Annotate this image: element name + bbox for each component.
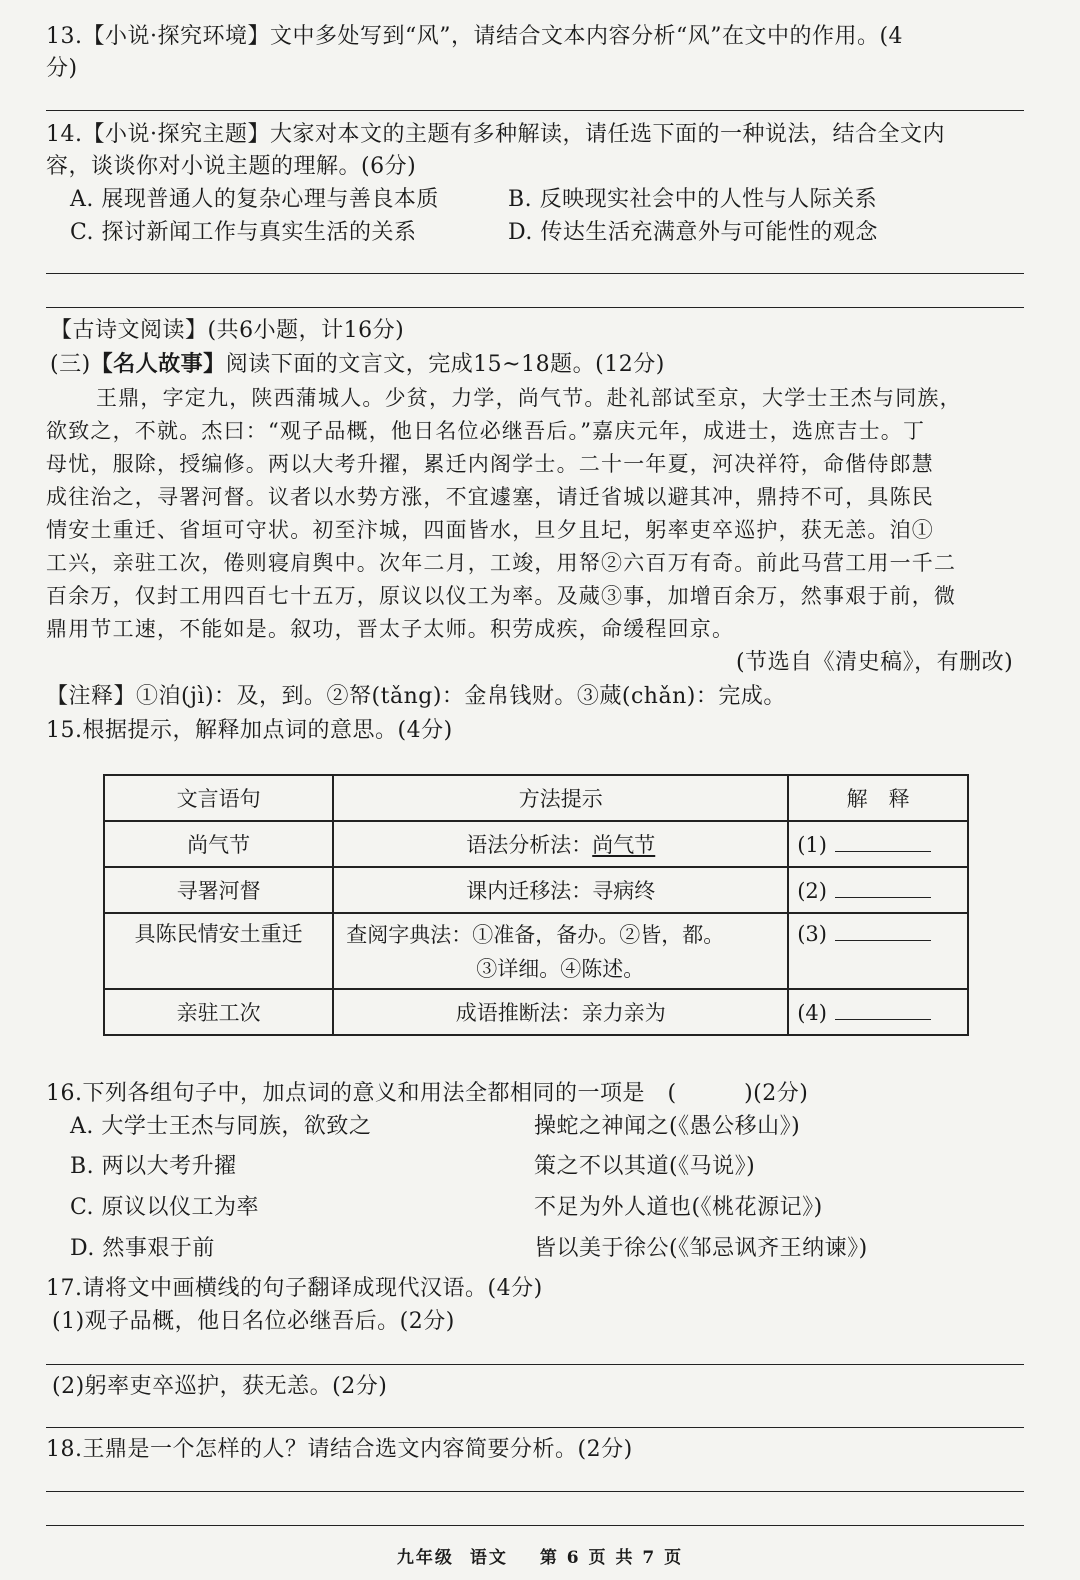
- answer-line: [46, 1525, 1024, 1526]
- passage-line: 工兴，亲驻工次，倦则寝肩舆中。次年二月，工竣，用帑②六百万有奇。前此马营工用一千二: [46, 551, 957, 575]
- table-header-row: [104, 775, 968, 821]
- answer-blank[interactable]: [835, 831, 931, 852]
- answer-line: [46, 1427, 1024, 1428]
- row-hint: 成语推断法：亲力亲为: [333, 989, 788, 1035]
- table-row: [104, 989, 968, 1035]
- answer-blank[interactable]: [835, 999, 931, 1020]
- table-header: 方法提示: [333, 775, 788, 821]
- passage-line: 成往治之，寻署河督。议者以水势方涨，不宜遽塞，请迁省城以避其冲，鼎持不可，具陈民: [46, 485, 934, 509]
- row-answer[interactable]: [788, 821, 968, 867]
- row-sentence: 具陈民情安土重迁: [104, 913, 333, 989]
- hint-text: 查阅字典法：①准备，备办。②皆，都。: [346, 923, 725, 947]
- passage-line: 母忧，服除，授编修。两以大考升擢，累迁内阁学士。二十一年夏，河决祥符，命偕侍郎慧: [46, 452, 934, 476]
- row-sentence: 亲驻工次: [104, 989, 333, 1035]
- row-hint: 课内迁移法：寻病终: [333, 867, 788, 913]
- q16-option-right: 皆以美于徐公(《邹忌讽齐王纳谏》): [534, 1236, 868, 1261]
- q15-prompt: 15.根据提示，解释加点词的意思。(4分): [46, 718, 453, 743]
- row-hint: [333, 821, 788, 867]
- answer-number: (4): [797, 1001, 827, 1025]
- notes: 【注释】①洎(jì)：及，到。②帑(tǎng)：金帛钱财。③蒇(chǎn)：完成。: [46, 684, 786, 709]
- q14-option-d: D. 传达生活充满意外与可能性的观念: [508, 220, 878, 245]
- answer-number: (2): [797, 879, 827, 903]
- row-answer[interactable]: [788, 989, 968, 1035]
- q13-line2: 分): [46, 56, 78, 81]
- row-answer[interactable]: [788, 867, 968, 913]
- passage-line: 情安土重迁、省垣可守状。初至汴城，四面皆水，旦夕且圮，躬率吏卒巡护，获无恙。洎①: [46, 518, 934, 542]
- page-footer: [0, 1543, 1080, 1568]
- q14-line1: 14.【小说·探究主题】大家对本文的主题有多种解读，请任选下面的一种说法，结合全文内: [46, 122, 945, 147]
- q16-option-left: A. 大学士王杰与同族，欲致之: [70, 1114, 372, 1139]
- q17-item1: (1)观子品概，他日名位必继吾后。(2分): [52, 1309, 455, 1334]
- section-subheading: [50, 349, 665, 380]
- hint-text-line2: ③详细。④陈述。: [476, 957, 645, 981]
- q16-option-left: B. 两以大考升擢: [70, 1154, 237, 1179]
- passage-line: 百余万，仅封工用四百七十五万，原议以仪工为率。及蒇③事，加增百余万，然事艰于前，微: [46, 584, 957, 608]
- sub-title: 【名人故事】: [90, 351, 226, 377]
- q15-table: [103, 774, 969, 1036]
- answer-line: [46, 307, 1024, 308]
- row-hint: [333, 913, 788, 989]
- answer-number: (1): [797, 833, 827, 857]
- section-heading: 【古诗文阅读】(共6小题，计16分): [50, 318, 405, 343]
- q17-prompt: 17.请将文中画横线的句子翻译成现代汉语。(4分): [46, 1276, 543, 1301]
- q16-prompt: 16.下列各组句子中，加点词的意义和用法全都相同的一项是 ( )(2分): [46, 1081, 809, 1106]
- passage-line: 王鼎，字定九，陕西蒲城人。少贫，力学，尚气节。赴礼部试至京，大学士王杰与同族，: [96, 386, 962, 410]
- q16-option-right: 不足为外人道也(《桃花源记》): [534, 1195, 823, 1220]
- q16-option-left: C. 原议以仪工为率: [70, 1195, 260, 1220]
- answer-line: [46, 1364, 1024, 1365]
- q16-option-left: D. 然事艰于前: [70, 1236, 215, 1261]
- table-header: 文言语句: [104, 775, 333, 821]
- answer-blank[interactable]: [835, 877, 931, 898]
- q18-prompt: 18.王鼎是一个怎样的人？请结合选文内容简要分析。(2分): [46, 1437, 633, 1462]
- answer-blank[interactable]: [835, 920, 931, 941]
- footer-grade: 九年级: [396, 1548, 454, 1568]
- q14-option-b: B. 反映现实社会中的人性与人际关系: [508, 187, 878, 212]
- table-row: [104, 821, 968, 867]
- answer-line: [46, 273, 1024, 274]
- passage-line: 欲致之，不就。杰曰：“观子品概，他日名位必继吾后。”嘉庆元年，成进士，选庶吉士。丁: [46, 419, 926, 443]
- row-sentence: 尚气节: [104, 821, 333, 867]
- passage-line: 鼎用节工速，不能如是。叙功，晋太子太师。积劳成疾，命缓程回京。: [46, 617, 735, 641]
- footer-subject: 语文: [469, 1548, 508, 1568]
- footer-page-number: 第 6 页 共 7 页: [539, 1548, 684, 1568]
- q17-item2: (2)躬率吏卒巡护，获无恙。(2分): [52, 1374, 388, 1399]
- q14-option-c: C. 探讨新闻工作与真实生活的关系: [70, 220, 417, 245]
- answer-line: [46, 1491, 1024, 1492]
- q13-line1: 13.【小说·探究环境】文中多处写到“风”，请结合文本内容分析“风”在文中的作用。(4: [46, 24, 904, 49]
- q14-line2: 容，谈谈你对小说主题的理解。(6分): [46, 154, 417, 179]
- row-answer[interactable]: [788, 913, 968, 989]
- table-header: 解 释: [788, 775, 968, 821]
- hint-text: 语法分析法：: [466, 833, 593, 857]
- passage-source: (节选自《清史稿》，有删改): [736, 650, 1014, 675]
- q16-option-right: 策之不以其道(《马说》): [534, 1154, 756, 1179]
- sub-prefix: (三): [50, 352, 91, 377]
- table-row: [104, 867, 968, 913]
- answer-number: (3): [797, 922, 827, 946]
- q14-option-a: A. 展现普通人的复杂心理与善良本质: [70, 187, 439, 212]
- hint-underlined: 尚气节: [592, 833, 656, 857]
- table-row: [104, 913, 968, 989]
- q16-option-right: 操蛇之神闻之(《愚公移山》): [534, 1114, 801, 1139]
- answer-line: [46, 110, 1024, 111]
- sub-instruction: 阅读下面的文言文，完成15~18题。(12分): [225, 352, 665, 377]
- row-sentence: 寻署河督: [104, 867, 333, 913]
